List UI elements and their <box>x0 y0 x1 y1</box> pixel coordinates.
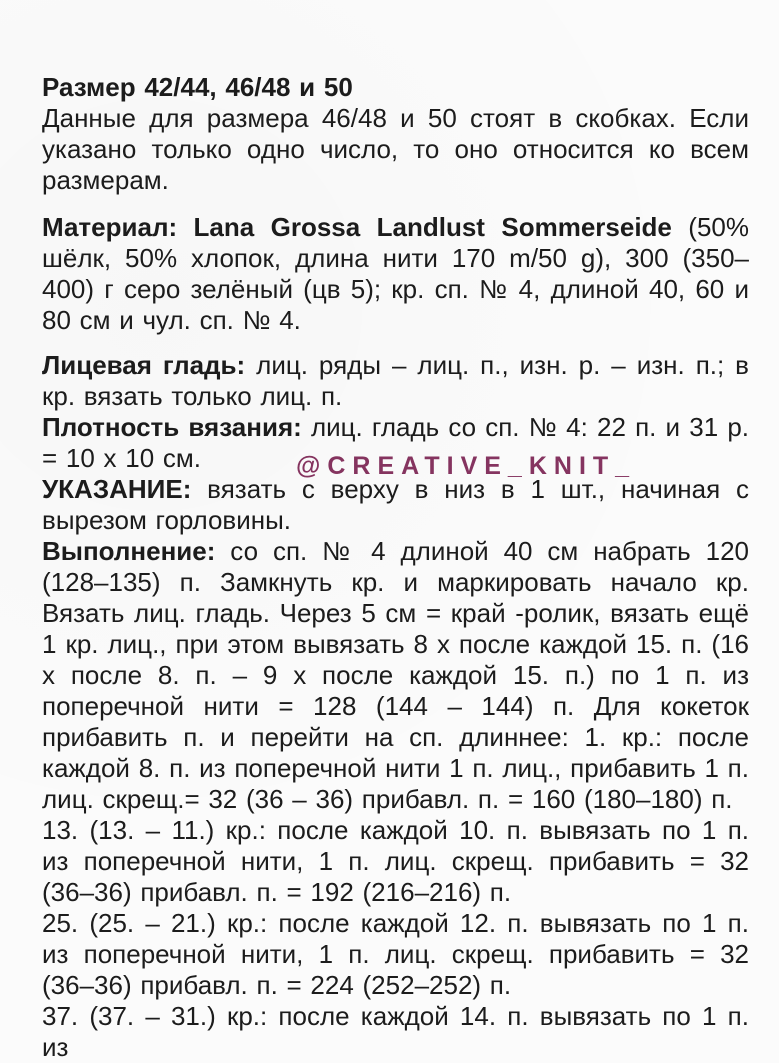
gauge-label: Плотность вязания: <box>42 412 302 442</box>
material-section <box>42 212 749 336</box>
size-note: Данные для размера 46/48 и 50 стоят в скобках. Если указано только одно число, то оно относится ко всем размерам. <box>42 103 749 195</box>
gauge-text: лиц. гладь со сп. № 4: 22 п. и 31 р. = 10 х 10 см. <box>42 412 749 473</box>
work-text: со сп. № 4 длиной 40 см набрать 120 (128–135) п. Замкнуть кр. и маркировать начало кр. Вязать лиц. гладь. Через 5 см = край -ролик, вязать ещё 1 кр. лиц., при этом вывязать 8 х после каждой 15. п. (16 х после 8. п. – 9 х после каждой 15. п.) по 1 п. из поперечной нити = 128 (144 – 144) п. Для кокеток прибавить п. и перейти на сп. длиннее: 1. кр.: после каждой 8. п. из поперечной нити 1 п. лиц., прибавить 1 п. лиц. скрещ.= 32 (36 – 36) прибавл. п. = 160 (180–180) п. <box>42 536 749 814</box>
round-37-paragraph: 37. (37. – 31.) кр.: после каждой 14. п. вывязать по 1 п. из <box>42 1001 749 1062</box>
note-paragraph <box>42 474 749 536</box>
material-text: (50% шёлк, 50% хлопок, длина нити 170 m/50 g), 300 (350–400) г серо зелёный (цв 5); кр. сп. № 4, длиной 40, 60 и 80 см и чул. сп. № 4. <box>42 212 749 335</box>
note-label: УКАЗАНИЕ: <box>42 474 192 504</box>
material-paragraph <box>42 212 749 336</box>
size-title: Размер 42/44, 46/48 и 50 <box>42 72 353 102</box>
note-text: вязать с верху в низ в 1 шт., начиная с вырезом горловины. <box>42 474 749 535</box>
work-label: Выполнение: <box>42 536 216 566</box>
stitch-paragraph <box>42 350 749 412</box>
work-paragraph <box>42 536 749 815</box>
round-25-paragraph: 25. (25. – 21.) кр.: после каждой 12. п. вывязать по 1 п. из поперечной нити, 1 п. лиц. скрещ. прибавить = 32 (36–36) прибавл. п. = 224 (252–252) п. <box>42 908 749 1000</box>
creative-knit-watermark: @CREATIVE_KNIT_ <box>296 452 637 480</box>
size-section <box>42 72 749 196</box>
gauge-paragraph <box>42 412 749 474</box>
stitch-label: Лицевая гладь: <box>42 350 246 380</box>
material-label: Материал: Lana Grossa Landlust Sommerseide <box>42 212 672 242</box>
round-13-paragraph: 13. (13. – 11.) кр.: после каждой 10. п. вывязать по 1 п. из поперечной нити, 1 п. лиц. скрещ. прибавить = 32 (36–36) прибавл. п. = 192 (216–216) п. <box>42 815 749 907</box>
stitch-text: лиц. ряды – лиц. п., изн. р. – изн. п.; в кр. вязать только лиц. п. <box>42 350 749 411</box>
instructions-section <box>42 350 749 1063</box>
